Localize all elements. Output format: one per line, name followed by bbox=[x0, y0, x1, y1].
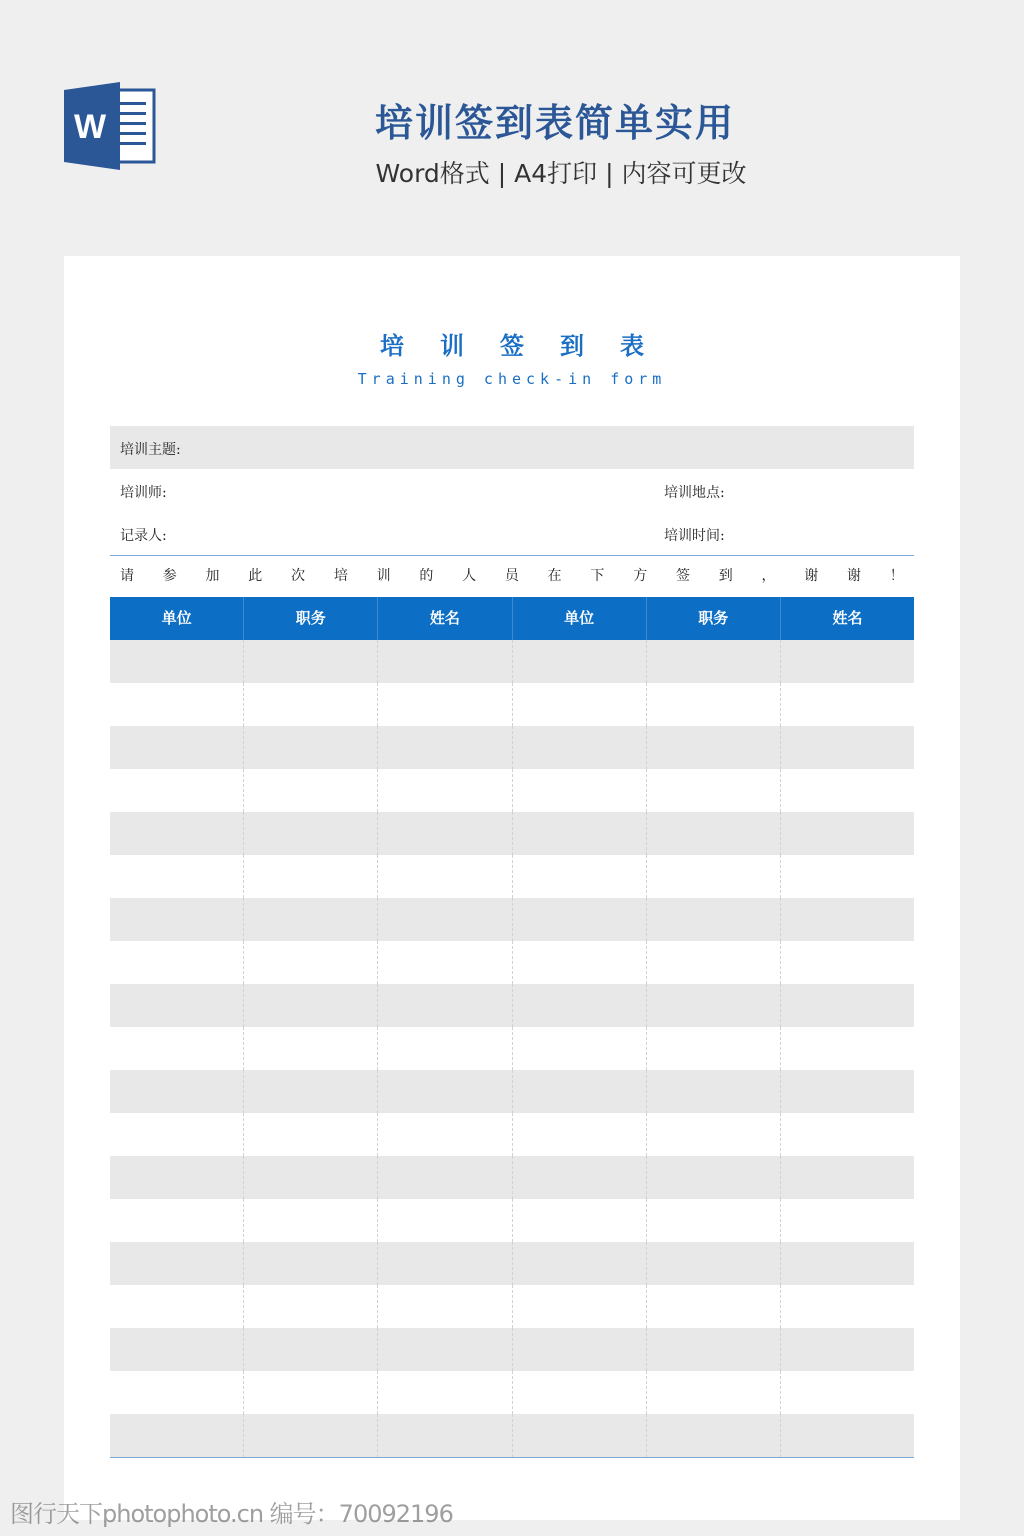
table-row bbox=[110, 1070, 914, 1113]
table-row bbox=[110, 726, 914, 769]
notice-char: 参 bbox=[162, 568, 177, 584]
table-row bbox=[110, 640, 914, 683]
table-cell[interactable] bbox=[378, 1156, 512, 1199]
table-cell[interactable] bbox=[513, 1027, 647, 1070]
table-cell[interactable] bbox=[647, 683, 781, 726]
notice-char: 此 bbox=[248, 568, 263, 584]
table-cell[interactable] bbox=[110, 1414, 244, 1457]
trainer-label: 培训师: bbox=[120, 485, 167, 501]
table-cell[interactable] bbox=[378, 855, 512, 898]
table-cell[interactable] bbox=[647, 1027, 781, 1070]
notice-char: 谢 bbox=[847, 568, 862, 584]
table-cell[interactable] bbox=[110, 984, 244, 1027]
table-cell[interactable] bbox=[513, 1371, 647, 1414]
table-cell[interactable] bbox=[378, 812, 512, 855]
table-row bbox=[110, 1285, 914, 1328]
notice-char: 的 bbox=[419, 568, 434, 584]
table-cell[interactable] bbox=[781, 1328, 914, 1371]
table-cell[interactable] bbox=[513, 855, 647, 898]
table-cell[interactable] bbox=[378, 1414, 512, 1457]
table-cell[interactable] bbox=[513, 1199, 647, 1242]
logo-letter: W bbox=[73, 108, 107, 146]
table-cell[interactable] bbox=[781, 1285, 914, 1328]
table-cell[interactable] bbox=[378, 1199, 512, 1242]
table-cell[interactable] bbox=[647, 640, 781, 683]
table-cell[interactable] bbox=[513, 726, 647, 769]
notice-char: 请 bbox=[120, 568, 134, 584]
table-cell[interactable] bbox=[378, 769, 512, 812]
table-cell[interactable] bbox=[244, 640, 378, 683]
table-cell[interactable] bbox=[378, 1371, 512, 1414]
table-cell[interactable] bbox=[781, 1156, 914, 1199]
notice-char: 方 bbox=[633, 568, 648, 584]
table-cell[interactable] bbox=[110, 1027, 244, 1070]
table-row bbox=[110, 683, 914, 726]
table-cell[interactable] bbox=[781, 683, 914, 726]
table-cell[interactable] bbox=[244, 1027, 378, 1070]
notice-char: 在 bbox=[547, 568, 562, 584]
table-cell[interactable] bbox=[647, 1285, 781, 1328]
table-cell[interactable] bbox=[110, 1199, 244, 1242]
page-title: 培训签到表简单实用 bbox=[374, 101, 735, 145]
table-cell[interactable] bbox=[513, 683, 647, 726]
table-cell[interactable] bbox=[110, 1156, 244, 1199]
table-cell[interactable] bbox=[781, 1414, 914, 1457]
table-cell[interactable] bbox=[244, 898, 378, 941]
table-row bbox=[110, 1199, 914, 1242]
table-cell[interactable] bbox=[781, 1070, 914, 1113]
table-cell[interactable] bbox=[647, 855, 781, 898]
notice-char: 加 bbox=[205, 568, 220, 584]
table-cell[interactable] bbox=[781, 1242, 914, 1285]
table-cell[interactable] bbox=[110, 1371, 244, 1414]
table-cell[interactable] bbox=[110, 683, 244, 726]
table-cell[interactable] bbox=[781, 984, 914, 1027]
table-cell[interactable] bbox=[244, 1371, 378, 1414]
table-cell[interactable] bbox=[244, 1328, 378, 1371]
table-cell[interactable] bbox=[513, 812, 647, 855]
table-cell[interactable] bbox=[378, 1242, 512, 1285]
notice-line bbox=[110, 554, 914, 596]
table-cell[interactable] bbox=[110, 812, 244, 855]
notice-char: 次 bbox=[291, 568, 306, 584]
signin-table bbox=[110, 597, 914, 1458]
table-cell[interactable] bbox=[781, 1113, 914, 1156]
table-cell[interactable] bbox=[378, 1328, 512, 1371]
recorder-row[interactable] bbox=[110, 512, 914, 555]
table-cell[interactable] bbox=[110, 726, 244, 769]
table-cell[interactable] bbox=[244, 812, 378, 855]
table-cell[interactable] bbox=[110, 1113, 244, 1156]
table-cell[interactable] bbox=[647, 941, 781, 984]
page-header bbox=[0, 0, 1024, 230]
table-cell[interactable] bbox=[513, 1285, 647, 1328]
table-cell[interactable] bbox=[244, 1199, 378, 1242]
table-cell[interactable] bbox=[647, 1199, 781, 1242]
table-cell[interactable] bbox=[244, 941, 378, 984]
table-cell[interactable] bbox=[647, 1070, 781, 1113]
table-header bbox=[110, 597, 914, 640]
table-cell[interactable] bbox=[513, 984, 647, 1027]
table-row bbox=[110, 1027, 914, 1070]
document-page bbox=[64, 256, 960, 1520]
notice-char: ， bbox=[761, 568, 776, 584]
table-cell[interactable] bbox=[378, 1285, 512, 1328]
table-cell[interactable] bbox=[378, 1027, 512, 1070]
table-bottom-line bbox=[110, 1457, 914, 1458]
topic-label: 培训主题: bbox=[120, 442, 181, 458]
table-header-cell: 职务 bbox=[647, 597, 781, 640]
table-cell[interactable] bbox=[378, 640, 512, 683]
table-cell[interactable] bbox=[513, 898, 647, 941]
table-cell[interactable] bbox=[378, 941, 512, 984]
table-row bbox=[110, 1328, 914, 1371]
table-cell[interactable] bbox=[244, 855, 378, 898]
table-row bbox=[110, 855, 914, 898]
table-cell[interactable] bbox=[647, 726, 781, 769]
table-cell[interactable] bbox=[781, 1199, 914, 1242]
table-cell[interactable] bbox=[513, 1113, 647, 1156]
table-cell[interactable] bbox=[110, 769, 244, 812]
table-row bbox=[110, 769, 914, 812]
table-cell[interactable] bbox=[781, 726, 914, 769]
notice-char: 人 bbox=[462, 568, 477, 584]
table-cell[interactable] bbox=[110, 1328, 244, 1371]
watermark: 图行天下photophoto.cn 编号：70092196 bbox=[10, 1500, 453, 1528]
table-row bbox=[110, 1113, 914, 1156]
table-cell[interactable] bbox=[513, 941, 647, 984]
table-row bbox=[110, 941, 914, 984]
document-subtitle: Training check-in form bbox=[357, 370, 667, 388]
table-row bbox=[110, 812, 914, 855]
table-cell[interactable] bbox=[781, 812, 914, 855]
table-cell[interactable] bbox=[110, 1242, 244, 1285]
notice-char: 谢 bbox=[804, 568, 819, 584]
table-cell[interactable] bbox=[244, 1156, 378, 1199]
table-cell[interactable] bbox=[781, 898, 914, 941]
table-cell[interactable] bbox=[110, 1070, 244, 1113]
table-cell[interactable] bbox=[244, 1070, 378, 1113]
table-cell[interactable] bbox=[110, 855, 244, 898]
table-cell[interactable] bbox=[781, 769, 914, 812]
table-cell[interactable] bbox=[110, 941, 244, 984]
table-cell[interactable] bbox=[110, 898, 244, 941]
table-cell[interactable] bbox=[110, 640, 244, 683]
table-cell[interactable] bbox=[378, 726, 512, 769]
table-cell[interactable] bbox=[513, 1414, 647, 1457]
table-cell[interactable] bbox=[244, 1113, 378, 1156]
table-cell[interactable] bbox=[513, 1156, 647, 1199]
table-cell[interactable] bbox=[244, 769, 378, 812]
table-cell[interactable] bbox=[781, 640, 914, 683]
table-header-cell: 姓名 bbox=[378, 597, 512, 640]
table-cell[interactable] bbox=[110, 1285, 244, 1328]
table-cell[interactable] bbox=[513, 1242, 647, 1285]
notice-char: 训 bbox=[376, 568, 391, 584]
table-cell[interactable] bbox=[647, 1328, 781, 1371]
table-cell[interactable] bbox=[781, 855, 914, 898]
table-row bbox=[110, 984, 914, 1027]
table-cell[interactable] bbox=[781, 941, 914, 984]
table-row bbox=[110, 898, 914, 941]
table-cell[interactable] bbox=[647, 1156, 781, 1199]
table-cell[interactable] bbox=[378, 1113, 512, 1156]
table-cell[interactable] bbox=[244, 683, 378, 726]
table-cell[interactable] bbox=[647, 1113, 781, 1156]
table-cell[interactable] bbox=[378, 898, 512, 941]
recorder-label: 记录人: bbox=[120, 528, 167, 544]
table-cell[interactable] bbox=[378, 683, 512, 726]
notice-char: 员 bbox=[504, 568, 519, 584]
notice-char: 下 bbox=[590, 568, 605, 584]
table-cell[interactable] bbox=[647, 898, 781, 941]
table-cell[interactable] bbox=[244, 1242, 378, 1285]
table-cell[interactable] bbox=[513, 640, 647, 683]
table-row bbox=[110, 1242, 914, 1285]
table-cell[interactable] bbox=[244, 1285, 378, 1328]
topic-row[interactable] bbox=[110, 426, 914, 469]
table-cell[interactable] bbox=[647, 1242, 781, 1285]
location-label: 培训地点: bbox=[664, 485, 725, 501]
notice-char: 培 bbox=[333, 568, 348, 584]
table-cell[interactable] bbox=[244, 1414, 378, 1457]
table-header-cell: 单位 bbox=[513, 597, 647, 640]
table-cell[interactable] bbox=[647, 812, 781, 855]
table-cell[interactable] bbox=[378, 1070, 512, 1113]
table-header-cell: 姓名 bbox=[832, 609, 863, 627]
table-cell[interactable] bbox=[244, 984, 378, 1027]
table-cell[interactable] bbox=[513, 769, 647, 812]
table-cell[interactable] bbox=[647, 769, 781, 812]
table-header-cell: 单位 bbox=[110, 597, 244, 640]
table-cell[interactable] bbox=[647, 1371, 781, 1414]
table-cell[interactable] bbox=[244, 726, 378, 769]
notice-char: 签 bbox=[675, 568, 690, 584]
trainer-row[interactable] bbox=[110, 469, 914, 512]
notice-char: ！ bbox=[889, 568, 904, 584]
time-label: 培训时间: bbox=[664, 528, 725, 544]
table-row bbox=[110, 1414, 914, 1457]
notice-char: 到 bbox=[718, 568, 733, 584]
table-body bbox=[110, 640, 914, 1457]
table-cell[interactable] bbox=[647, 1414, 781, 1457]
table-cell[interactable] bbox=[378, 984, 512, 1027]
table-header-cell: 职务 bbox=[244, 597, 378, 640]
table-cell[interactable] bbox=[513, 1070, 647, 1113]
table-row bbox=[110, 1156, 914, 1199]
info-section bbox=[110, 426, 914, 556]
document-title: 培训签到表 bbox=[380, 331, 680, 360]
table-row bbox=[110, 1371, 914, 1414]
page-subtitle: Word格式 | A4打印 | 内容可更改 bbox=[375, 159, 747, 188]
table-cell[interactable] bbox=[647, 984, 781, 1027]
table-cell[interactable] bbox=[781, 1371, 914, 1414]
table-cell[interactable] bbox=[781, 1027, 914, 1070]
table-cell[interactable] bbox=[513, 1328, 647, 1371]
